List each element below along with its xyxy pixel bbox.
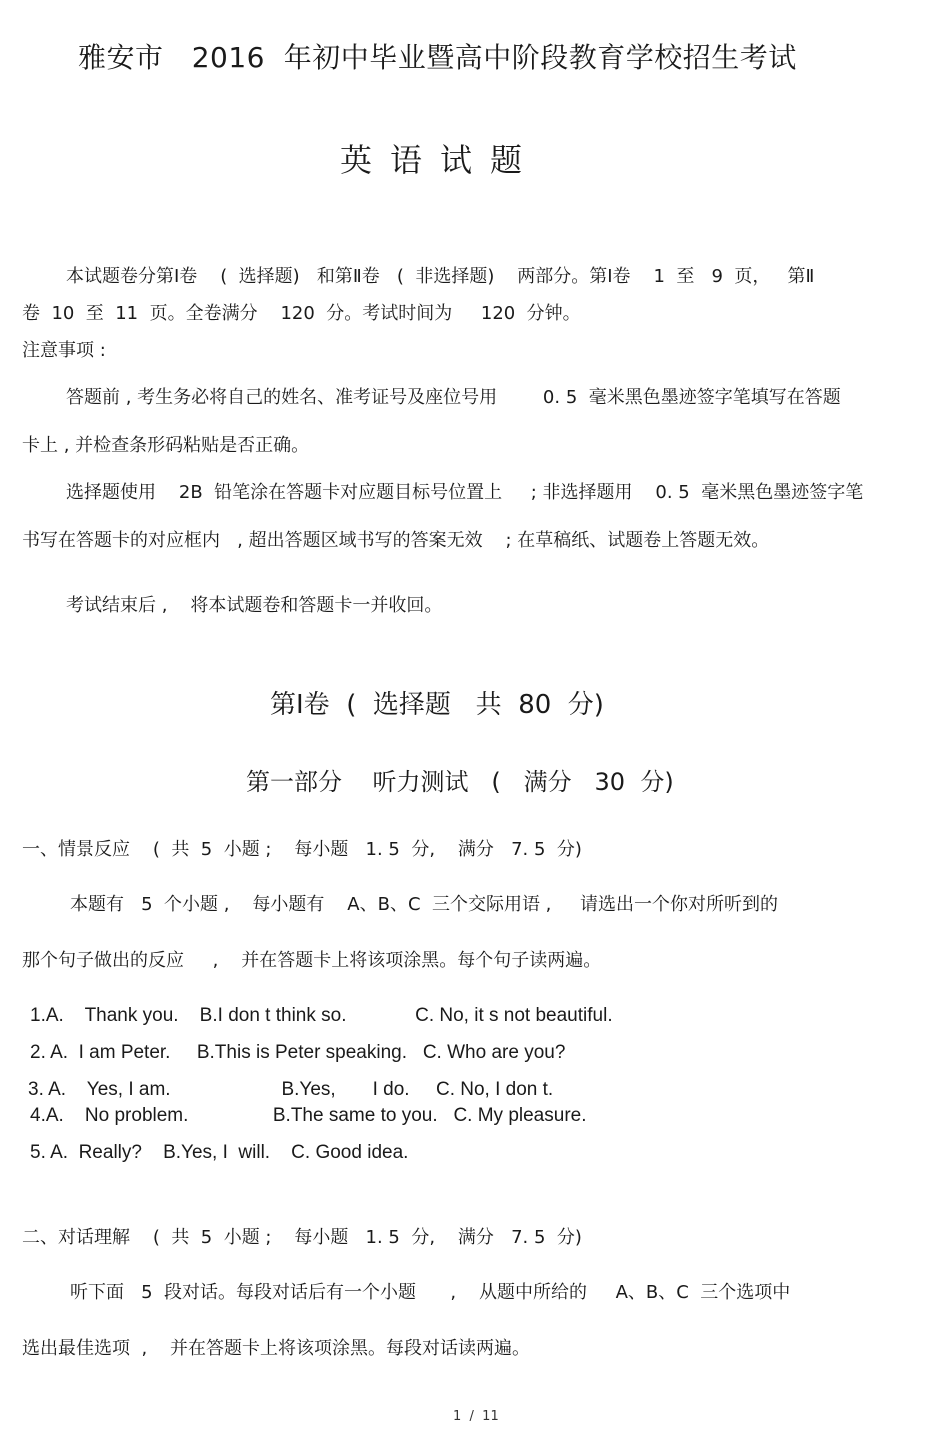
- exam-title: 雅安市 2016 年初中毕业暨高中阶段教育学校招生考试: [78, 41, 797, 74]
- note-1-line-1: 答题前 , 考生务必将自己的姓名、准考证号及座位号用 0. 5 毫米黑色墨迹签字笔填写在答题: [66, 387, 841, 408]
- part-1-heading: 第一部分 听力测试 ( 满分 30 分): [246, 768, 674, 796]
- section-1-heading: 一、情景反应 ( 共 5 小题 ; 每小题 1. 5 分, 满分 7. 5 分): [22, 839, 582, 860]
- question-5: 5. A. Really? B.Yes, I will. C. Good idea.: [30, 1142, 409, 1163]
- note-3: 考试结束后 , 将本试题卷和答题卡一并收回。: [66, 595, 443, 616]
- note-2-line-1: 选择题使用 2B 铅笔涂在答题卡对应题目标号位置上 ; 非选择题用 0. 5 毫米黑色墨迹签字笔: [66, 482, 864, 503]
- question-3: 3. A. Yes, I am. B.Yes, I do. C. No, I don t.: [28, 1079, 554, 1100]
- page-number: 1 / 11: [453, 1409, 499, 1424]
- intro-line-2: 卷 10 至 11 页。全卷满分 120 分。考试时间为 120 分钟。: [22, 303, 581, 324]
- section-1-instruction-2: 那个句子做出的反应 , 并在答题卡上将该项涂黑。每个句子读两遍。: [22, 950, 602, 971]
- question-2: 2. A. I am Peter. B.This is Peter speaking. C. Who are you?: [30, 1042, 566, 1063]
- section-2-instruction-1: 听下面 5 段对话。每段对话后有一个小题 , 从题中所给的 A、B、C 三个选项中: [70, 1282, 791, 1303]
- subject-title: 英语试题: [340, 141, 541, 179]
- notes-label: 注意事项 :: [22, 340, 106, 361]
- question-1: 1.A. Thank you. B.I don t think so. C. No, it s not beautiful.: [30, 1005, 613, 1026]
- section-1-instruction-1: 本题有 5 个小题 , 每小题有 A、B、C 三个交际用语 , 请选出一个你对所听到的: [70, 894, 778, 915]
- volume-1-heading: 第Ⅰ卷 ( 选择题 共 80 分): [270, 690, 604, 720]
- question-4: 4.A. No problem. B.The same to you. C. My pleasure.: [30, 1105, 587, 1126]
- note-1-line-2: 卡上 , 并检查条形码粘贴是否正确。: [22, 435, 310, 456]
- section-2-heading: 二、对话理解 ( 共 5 小题 ; 每小题 1. 5 分, 满分 7. 5 分): [22, 1227, 582, 1248]
- section-2-instruction-2: 选出最佳选项 , 并在答题卡上将该项涂黑。每段对话读两遍。: [22, 1338, 531, 1359]
- intro-line-1: 本试题卷分第Ⅰ卷 ( 选择题) 和第Ⅱ卷 ( 非选择题) 两部分。第Ⅰ卷 1 至 9 页， 第Ⅱ: [66, 266, 815, 287]
- note-2-line-2: 书写在答题卡的对应框内 , 超出答题区域书写的答案无效 ; 在草稿纸、试题卷上答题无效。: [22, 530, 770, 551]
